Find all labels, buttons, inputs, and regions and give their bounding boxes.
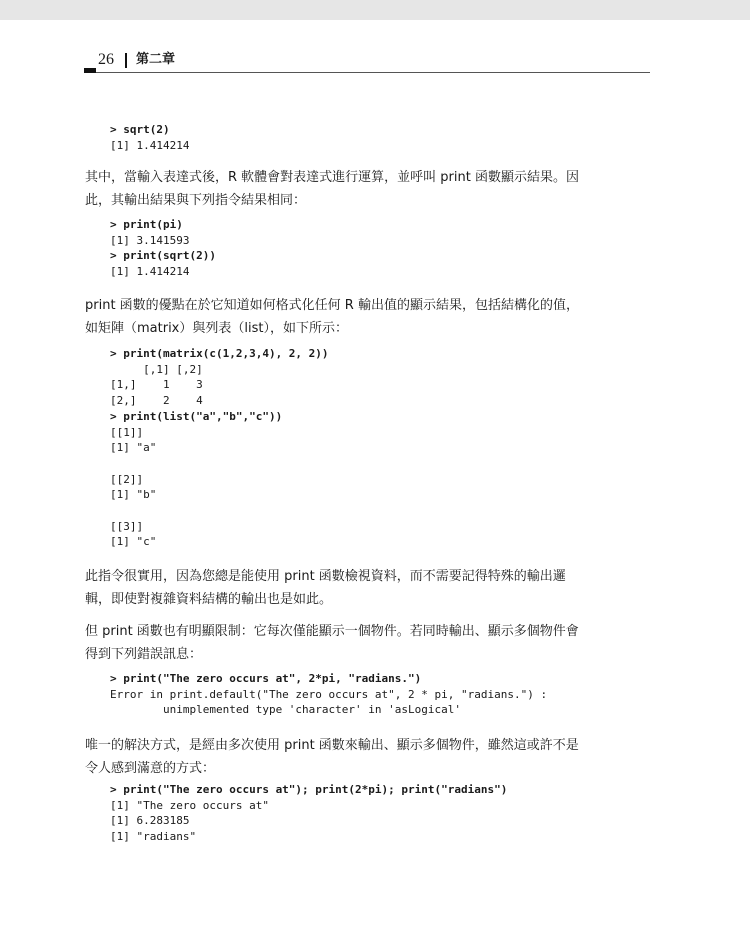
code-output-line: [[3]] [110,519,144,533]
header-rule [96,72,650,73]
code-input-line: > print(sqrt(2)) [110,249,216,263]
paragraph-line: 此指令很實用，因為您總是能使用 print 函數檢視資料，而不需要記得特殊的輸出邏 [85,569,566,584]
code-block-error [110,671,547,718]
code-output-line: Error in print.default("The zero occurs at", 2 * pi, "radians.") : [110,687,548,701]
page-header [84,50,650,74]
code-input-line: > sqrt(2) [110,123,170,136]
code-output-line: [1] 1.414214 [110,265,190,279]
code-output-line: [1] "b" [110,488,157,502]
code-input-line: > print(list("a","b","c")) [110,409,283,423]
code-output-line: [1] 1.414214 [110,138,190,152]
code-output-line: [2,] 2 4 [110,394,203,408]
code-output-line: [[1]] [110,425,144,439]
paragraph-line: 唯一的解決方式，是經由多次使用 print 函數來輸出、顯示多個物件，雖然這或許不是 [85,738,579,753]
top-band [0,0,750,20]
page-number: 26 [98,51,114,68]
paragraph-solution [85,735,651,780]
code-output-line: [1] "The zero occurs at" [110,798,269,812]
code-output-line: unimplemented type 'character' in 'asLogical' [110,703,461,717]
paragraph-line: 輯，即使對複雜資料結構的輸出也是如此。 [85,591,333,607]
code-input-line: > print(pi) [110,218,183,231]
code-block-multiple-print [110,782,507,845]
code-output-line: [1] 3.141593 [110,233,190,247]
paragraph-line: 但 print 函數也有明顯限制：它每次僅能顯示一個物件。若同時輸出、顯示多個物件會 [85,624,579,639]
paragraph-practical [85,566,651,611]
chapter-title: 第二章 [136,52,176,67]
code-blank-line [110,456,329,472]
code-output-line: [[2]] [110,472,144,486]
code-block-matrix-list [110,346,329,550]
code-output-line: [,1] [,2] [110,362,203,376]
paragraph-line: print 函數的優點在於它知道如何格式化任何 R 輸出值的顯示結果，包括結構化的值， [85,298,579,313]
code-input-line: > print("The zero occurs at", 2*pi, "radians.") [110,672,422,685]
paragraph-line: 令人感到滿意的方式： [85,760,216,776]
paragraph-print-intro [85,167,651,212]
code-output-line: [1] "c" [110,535,157,549]
code-block-sqrt [110,122,189,153]
code-output-line: [1] "radians" [110,830,197,844]
code-input-line: > print("The zero occurs at"); print(2*pi); print("radians") [110,783,508,796]
header-mark [84,68,96,73]
paragraph-line: 得到下列錯誤訊息： [85,646,203,662]
code-output-line: [1] "a" [110,441,157,455]
code-blank-line [110,503,329,519]
code-block-print-pi [110,217,216,280]
paragraph-limitation [85,621,651,666]
paragraph-print-advantage [85,295,651,340]
paragraph-line: 此，其輸出結果與下列指令結果相同： [85,192,307,208]
code-input-line: > print(matrix(c(1,2,3,4), 2, 2)) [110,347,329,360]
code-output-line: [1] 6.283185 [110,814,190,828]
paragraph-line: 其中，當輸入表達式後，R 軟體會對表達式進行運算，並呼叫 print 函數顯示結果。因 [85,170,579,185]
paragraph-line: 如矩陣（matrix）與列表（list），如下所示： [85,320,348,336]
header-separator [125,53,127,68]
code-output-line: [1,] 1 3 [110,378,203,392]
